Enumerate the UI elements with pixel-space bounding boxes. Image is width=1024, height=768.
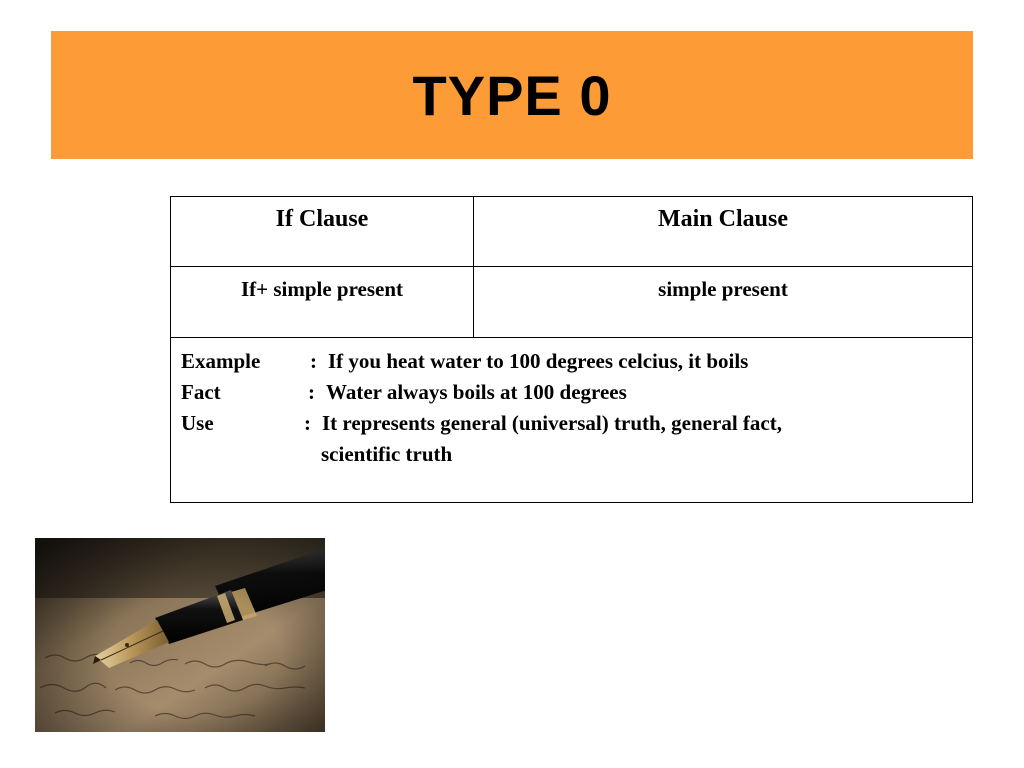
example-line: [181, 346, 962, 377]
main-clause-form: simple present: [474, 267, 973, 338]
table-header-row: [171, 197, 973, 267]
if-clause-form: If+ simple present: [171, 267, 474, 338]
fact-text: Water always boils at 100 degrees: [326, 380, 627, 404]
use-continuation-text: scientific truth: [321, 442, 453, 466]
use-line: [181, 408, 962, 439]
use-label: Use: [181, 411, 214, 435]
fact-line: [181, 377, 962, 408]
example-label: Example: [181, 349, 261, 373]
example-text: If you heat water to 100 degrees celcius, it boils: [328, 349, 749, 373]
use-separator: :: [304, 411, 311, 435]
if-clause-header: If Clause: [171, 197, 474, 267]
title-bar: [51, 31, 973, 159]
main-clause-header: Main Clause: [474, 197, 973, 267]
use-text: It represents general (universal) truth, general fact,: [322, 411, 782, 435]
fact-separator: :: [308, 380, 315, 404]
use-continuation-line: [181, 439, 962, 470]
fact-label: Fact: [181, 380, 221, 404]
table-details-row: [171, 338, 973, 503]
example-separator: :: [310, 349, 317, 373]
slide-title: TYPE 0: [412, 63, 612, 127]
table-form-row: [171, 267, 973, 338]
conditional-table: [170, 196, 973, 503]
details-cell: [171, 338, 973, 503]
fountain-pen-icon: [35, 538, 325, 732]
